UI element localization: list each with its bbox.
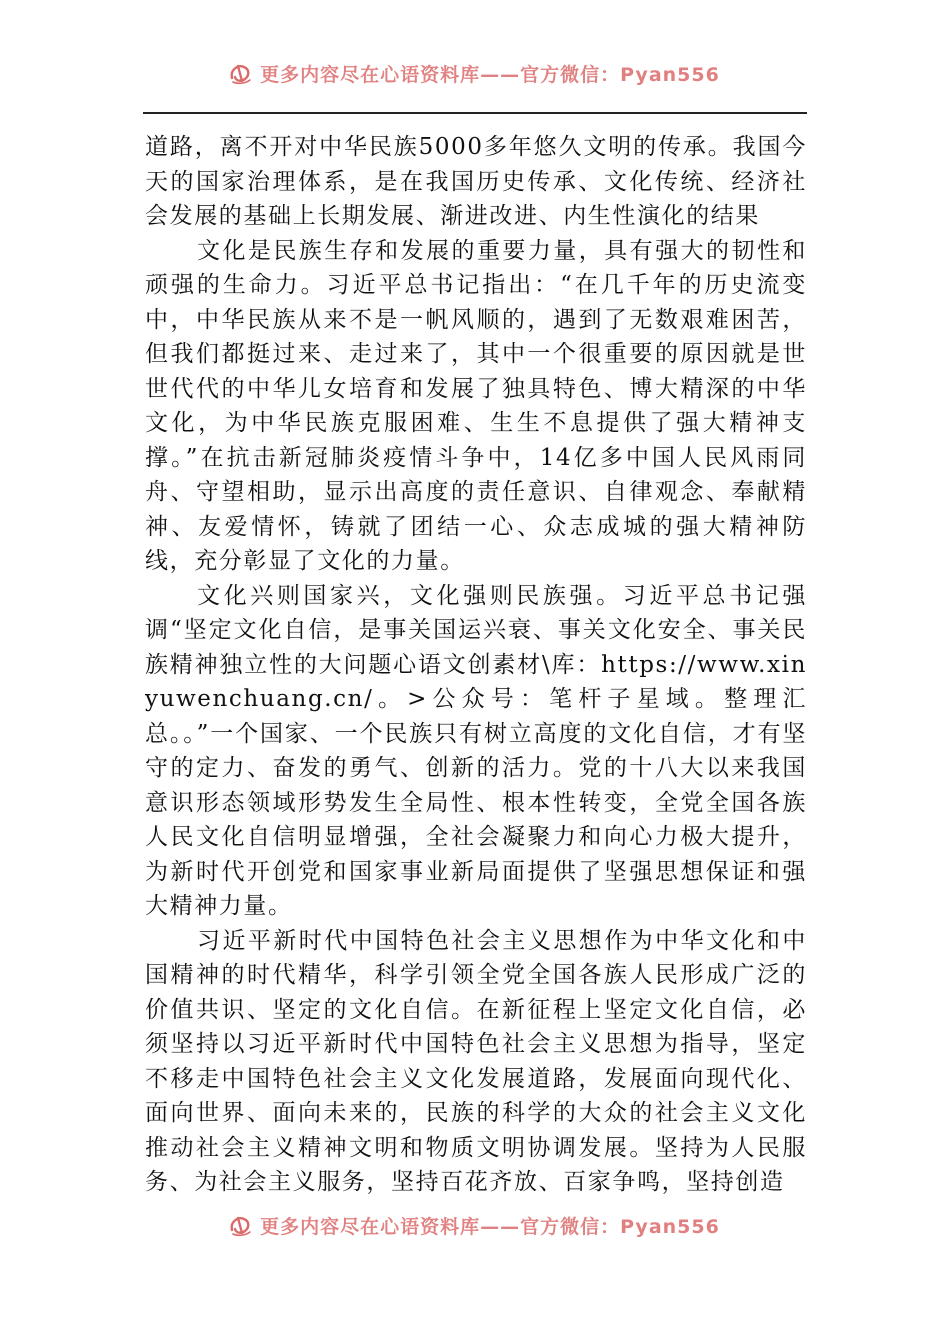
paragraph-4: 习近平新时代中国特色社会主义思想作为中华文化和中国精神的时代精华，科学引领全党全国各族人民形成广泛的价值共识、坚定的文化自信。在新征程上坚定文化自信，必须坚持以习近平新时代中国特色社会主义思想为指导，坚定不移走中国特色社会主义文化发展道路，发展面向现代化、面向世界、面向未来的，民族的科学的大众的社会主义文化推动社会主义精神文明和物质文明协调发展。坚持为人民服务、为社会主义服务，坚持百花齐放、百家争鸣，坚持创造 (145, 927, 807, 1195)
watermark-text: 更多内容尽在心语资料库——官方微信：Pyan556 (260, 1215, 720, 1238)
paragraph-1: 道路，离不开对中华民族5000多年悠久文明的传承。我国今天的国家治理体系，是在我国历史传承、文化传统、经济社会发展的基础上长期发展、渐进改进、内生性演化的结果 (145, 134, 807, 229)
paragraph-3: 文化兴则国家兴，文化强则民族强。习近平总书记强调“坚定文化自信，是事关国运兴衰、事关文化安全、事关民族精神独立性的大问题心语文创素材\库：https://www.xinyuwenchuang.cn/。>公众号：笔杆子星域。整理汇总。。”一个国家、一个民族只有树立高度的文化自信，才有坚守的定力、奋发的勇气、创新的活力。党的十八大以来我国意识形态领域形势发生全局性、根本性转变，全党全国各族人民文化自信明显增强，全社会凝聚力和向心力极大提升，为新时代开创党和国家事业新局面提供了坚强思想保证和强大精神力量。 (145, 582, 807, 919)
header-watermark (0, 58, 950, 88)
document-body (145, 130, 807, 1200)
footer-watermark (0, 1210, 950, 1240)
header-rule (143, 112, 807, 114)
paragraph-2: 文化是民族生存和发展的重要力量，具有强大的韧性和顽强的生命力。习近平总书记指出：“在几千年的历史流变中，中华民族从来不是一帆风顺的，遇到了无数艰难困苦，但我们都挺过来、走过来了，其中一个很重要的原因就是世世代代的中华儿女培育和发展了独具特色、博大精深的中华文化，为中华民族克服困难、生生不息提供了强大精神支撑。”在抗击新冠肺炎疫情斗争中，14亿多中国人民风雨同舟、守望相助，显示出高度的责任意识、自律观念、奉献精神、友爱情怀，铸就了团结一心、众志成城的强大精神防线，充分彰显了文化的力量。 (145, 237, 807, 574)
watermark-logo-icon (228, 60, 254, 86)
watermark-logo-icon (228, 1212, 254, 1238)
watermark-text: 更多内容尽在心语资料库——官方微信：Pyan556 (260, 63, 720, 86)
